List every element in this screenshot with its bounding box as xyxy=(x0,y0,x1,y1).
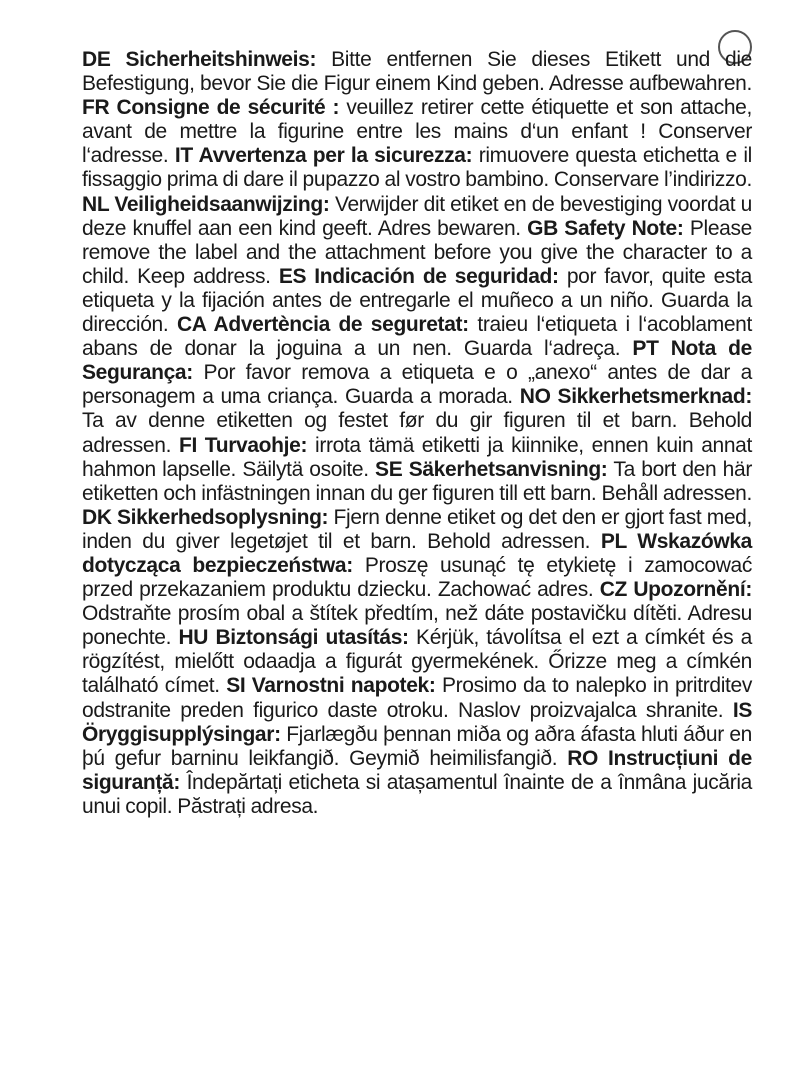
note-text: Ta av denne etiketten og festet før du gir figuren til et barn. Behold adressen. xyxy=(82,409,752,457)
note-text: Ta bort den här etiketten och infästningen innan du ger figuren till ett barn. Behåll adressen. xyxy=(82,457,752,505)
note-heading: NO Sikkerhetsmerknad: xyxy=(519,385,752,409)
note-heading: IT Avvertenza per la sicurezza: xyxy=(174,144,473,168)
note-heading: IS Öryggisupplýsingar: xyxy=(82,698,752,746)
note-text: Proszę usunąć tę etykietę i zamocować przed przekazaniem produktu dziecku. Zachować adres. xyxy=(82,553,752,602)
note-text: Please remove the label and the attachment before you give the character to a child. Keep address. xyxy=(82,216,752,288)
note-text: Prosimo da to nalepko in pritrditev odstranite preden figurico daste otroku. Naslov proizvajalca shranite. xyxy=(82,674,752,722)
note-heading: GB Safety Note: xyxy=(527,216,684,240)
note-heading: PT Nota de Segurança: xyxy=(82,337,752,385)
note-text: Îndepărtați eticheta si atașamentul înainte de a înmâna jucăria unui copil. Păstrați adresa. xyxy=(82,770,752,818)
safety-note-it xyxy=(82,144,752,191)
note-heading: SI Varnostni napotek: xyxy=(226,674,436,698)
note-text: Kérjük, távolítsa el ezt a címkét és a rögzítést, mielőtt odaadja a figurát gyermekének. Őrizze meg a címkén található címet. xyxy=(82,626,752,698)
note-heading: HU Biztonsági utasítás: xyxy=(178,626,409,650)
note-heading: ES Indicación de seguridad: xyxy=(278,264,559,288)
note-heading: FR Consigne de sécurité : xyxy=(82,96,340,120)
safety-note-de xyxy=(82,48,752,95)
note-text: Odstraňte prosím obal a štítek předtím, než dáte postavičku dítěti. Adresu ponechte. xyxy=(82,602,752,650)
note-text: por favor, quite esta etiqueta y la fijación antes de entregarle el muñeco a un niño. Guarda la dirección. xyxy=(82,264,752,337)
note-heading: NL Veiligheidsaanwijzing: xyxy=(82,192,330,216)
note-text: rimuovere questa etichetta e il fissaggio prima di dare il pupazzo al vostro bambino. Conservare l’indirizzo. xyxy=(82,144,752,192)
note-heading: SE Säkerhetsanvisning: xyxy=(375,457,608,481)
note-text: Verwijder dit etiket en de bevestiging voordat u deze knuffel aan een kind geeft. Adres bewaren. xyxy=(82,192,753,240)
note-heading: FI Turvaohje: xyxy=(178,433,308,457)
note-text: traieu l‘etiqueta i l‘acoblament abans de donar la joguina a un nen. Guarda l‘adreça. xyxy=(82,313,752,361)
note-heading: CA Advertència de seguretat: xyxy=(176,313,469,337)
note-text: Bitte entfernen Sie dieses Etikett und die Befestigung, bevor Sie die Figur einem Kind geben. Adresse aufbewahren. xyxy=(82,48,752,96)
note-heading: DK Sikkerhedsoplysning: xyxy=(82,505,329,529)
note-heading: DE Sicherheitshinweis: xyxy=(82,48,317,71)
note-text: irrota tämä etiketti ja kiinnike, ennen kuin annat hahmon lapselle. Säilytä osoite. xyxy=(82,433,752,481)
note-heading: CZ Upozornění: xyxy=(599,578,752,602)
note-text: Fjern denne etiket og det den er gjort fast med, inden du giver legetøjet til et barn. Behold adressen. xyxy=(82,505,752,553)
note-heading: RO Instrucțiuni de siguranță: xyxy=(82,746,752,794)
note-text: Fjarlægðu þennan miða og aðra áfasta hluti áður en þú gefur barninu leikfangið. Geymið heimilisfangið. xyxy=(82,722,752,770)
safety-notes-text xyxy=(82,48,752,819)
note-text: Por favor remova a etiqueta e o „anexo“ antes de dar a personagem a uma criança. Guarda a morada. xyxy=(82,361,752,409)
note-heading: PL Wskazówka dotycząca bezpieczeństwa: xyxy=(82,529,752,577)
note-text: veuillez retirer cette étiquette et son attache, avant de mettre la figurine entre les mains d‘un enfant ! Conserver l‘adresse. xyxy=(82,96,752,168)
